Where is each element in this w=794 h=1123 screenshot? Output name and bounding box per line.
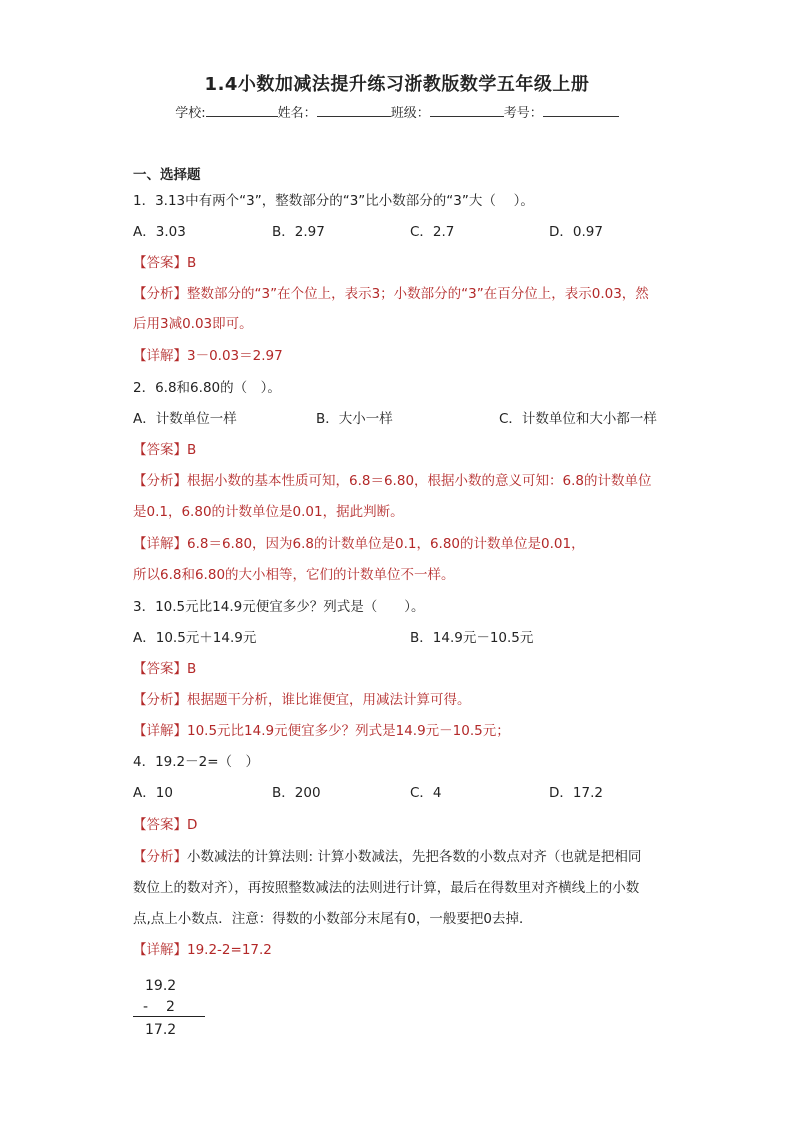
vertical-result: 17.2: [145, 1022, 177, 1038]
q2-option-a: A．计数单位一样: [133, 411, 237, 427]
school-blank[interactable]: [206, 103, 278, 117]
q4-analysis-text: 小数减法的计算法则: 计算小数减法，先把各数的小数点对齐（也就是把相同: [187, 849, 642, 865]
q2-option-c: C．计数单位和大小都一样: [499, 411, 657, 427]
q1-analysis-cont: 后用3减0.03即可。: [133, 316, 253, 332]
q3-analysis: [133, 690, 471, 710]
q4-option-c: C．4: [410, 785, 442, 801]
q4-analysis: [133, 847, 641, 867]
q4-option-a: A．10: [133, 785, 173, 801]
q3-option-a: A．10.5元＋14.9元: [133, 630, 257, 646]
q4-analysis-cont-2: 点,点上小数点．注意：得数的小数部分末尾有0，一般要把0去掉．: [133, 911, 533, 927]
q1-option-c: C．2.7: [410, 224, 455, 240]
q2-analysis-text: 根据小数的基本性质可知，6.8＝6.80，根据小数的意义可知：6.8的计数单位: [187, 473, 652, 489]
q1-detail-text: 3－0.03＝2.97: [187, 348, 283, 364]
q2-stem: 2．6.8和6.80的（ ）。: [133, 380, 281, 396]
analysis-tag: 【分析】: [133, 849, 187, 865]
school-label: 学校:: [175, 106, 206, 121]
section-heading: 一、选择题: [133, 167, 201, 183]
q3-option-b: B．14.9元－10.5元: [410, 630, 534, 646]
name-blank[interactable]: [317, 103, 391, 117]
q2-detail-text: 6.8＝6.80，因为6.8的计数单位是0.1，6.80的计数单位是0.01，: [187, 536, 585, 552]
q2-answer-value: B: [187, 442, 197, 458]
answer-tag: 【答案】: [133, 255, 187, 271]
analysis-tag: 【分析】: [133, 473, 187, 489]
q3-answer-value: B: [187, 661, 197, 677]
detail-tag: 【详解】: [133, 536, 187, 552]
page-title: 1.4小数加减法提升练习浙教版数学五年级上册: [204, 74, 590, 95]
detail-tag: 【详解】: [133, 348, 187, 364]
q2-option-b: B．大小一样: [316, 411, 393, 427]
q3-analysis-text: 根据题干分析，谁比谁便宜，用减法计算可得。: [187, 692, 471, 708]
q4-option-d: D．17.2: [549, 785, 603, 801]
vertical-subtrahend: 2: [166, 999, 175, 1015]
q4-answer: [133, 815, 197, 835]
q2-answer: [133, 440, 196, 460]
q1-detail: [133, 346, 283, 366]
detail-tag: 【详解】: [133, 942, 187, 958]
analysis-tag: 【分析】: [133, 692, 187, 708]
class-blank[interactable]: [430, 103, 504, 117]
q3-detail: [133, 721, 510, 741]
student-info-line: [0, 102, 794, 121]
q2-analysis: [133, 471, 652, 491]
class-label: 班级：: [390, 106, 430, 121]
q1-answer: [133, 253, 196, 273]
q4-option-b: B．200: [272, 785, 321, 801]
q2-analysis-cont: 是0.1，6.80的计数单位是0.01，据此判断。: [133, 504, 404, 520]
q2-detail-cont: 所以6.8和6.80的大小相等，它们的计数单位不一样。: [133, 567, 455, 583]
q4-analysis-cont-1: 数位上的数对齐），再按照整数减法的法则进行计算，最后在得数里对齐横线上的小数: [133, 880, 640, 896]
q1-option-a: A．3.03: [133, 224, 186, 240]
number-label: 考号：: [503, 106, 543, 121]
vertical-line: [133, 1016, 205, 1017]
q3-stem: 3．10.5元比14.9元便宜多少？列式是（ ）。: [133, 599, 425, 615]
q4-detail: [133, 940, 272, 960]
q1-stem: 1．3.13中有两个“3”，整数部分的“3”比小数部分的“3”大（ ）。: [133, 193, 534, 209]
q1-answer-value: B: [187, 255, 197, 271]
q1-analysis: [133, 284, 649, 304]
q1-option-d: D．0.97: [549, 224, 603, 240]
q3-answer: [133, 659, 196, 679]
vertical-minuend: 19.2: [145, 978, 177, 994]
q2-detail: [133, 534, 585, 554]
q1-option-b: B．2.97: [272, 224, 325, 240]
q4-answer-value: D: [187, 817, 198, 833]
vertical-operator: -: [143, 999, 149, 1015]
answer-tag: 【答案】: [133, 442, 187, 458]
number-blank[interactable]: [543, 103, 619, 117]
answer-tag: 【答案】: [133, 817, 187, 833]
analysis-tag: 【分析】: [133, 286, 187, 302]
answer-tag: 【答案】: [133, 661, 187, 677]
name-label: 姓名：: [277, 106, 317, 121]
q4-detail-text: 19.2-2=17.2: [187, 942, 272, 958]
q3-detail-text: 10.5元比14.9元便宜多少？列式是14.9元－10.5元；: [187, 723, 510, 739]
q4-stem: 4．19.2－2=（ ）: [133, 754, 260, 770]
detail-tag: 【详解】: [133, 723, 187, 739]
q1-analysis-text: 整数部分的“3”在个位上，表示3；小数部分的“3”在百分位上，表示0.03，然: [187, 286, 649, 302]
